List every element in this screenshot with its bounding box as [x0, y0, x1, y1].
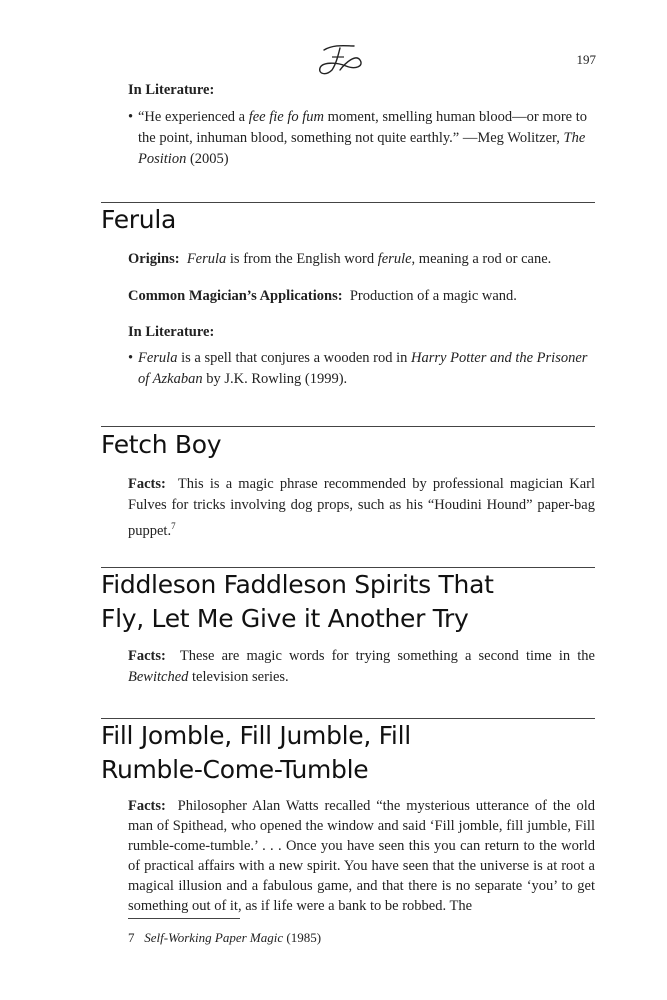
origins-paragraph: Origins: Ferula is from the English word ferule, meaning a rod or cane. [128, 251, 552, 267]
bullet-icon: • [128, 109, 134, 125]
list-item [128, 348, 595, 390]
facts-paragraph: Facts: This is a magic phrase recommended by professional magician Karl Fulves for tricks involving dog props, such as his “Houdini Hound” paper-bag puppet.$^7$ [128, 476, 595, 539]
entry-title-ferula: Ferula [101, 205, 176, 234]
section-heading-in-literature: In Literature: [128, 82, 215, 98]
entry-title-fetch-boy: Fetch Boy [101, 430, 222, 459]
section-heading-in-literature: In Literature: [128, 324, 215, 340]
entry-title-fiddleson: Fiddleson Faddleson Spirits That Fly, Let Me Give it Another Try [101, 570, 494, 633]
literature-text: Ferula is a spell that conjures a wooden rod in Harry Potter and the Prisoner of Azkaban by J.K. Rowling (1999). [138, 350, 588, 387]
bullet-icon: • [128, 350, 134, 366]
footnote-ref: 7 [171, 521, 176, 531]
entry-title-fill-jomble: Fill Jomble, Fill Jumble, Fill Rumble-Come-Tumble [101, 721, 411, 784]
quote-text: “He experienced a fee fie fo fum moment, smelling human blood—or more to the point, inhuman blood, something not quite earthly.” —Meg Wolitzer, The Position (2005) [138, 109, 587, 167]
applications-paragraph: Common Magician’s Applications: Production of a magic wand. [128, 288, 517, 304]
facts-paragraph: Facts: These are magic words for trying something a second time in the Bewitched television series. [128, 648, 595, 685]
list-item [128, 107, 595, 170]
footnote: 7 Self-Working Paper Magic (1985) [128, 930, 322, 945]
divider [101, 426, 595, 427]
page-number: 197 [576, 52, 596, 67]
facts-paragraph: Facts: Philosopher Alan Watts recalled “the mysterious utterance of the old man of Spithead, who opened the window and said ‘Fill jomble, fill jumble, Fill rumble-come-tumble.’ . . . Once you have seen this you can return to the world of practical affairs with a new spirit. You have seen that the universe is at root a magical illusion and a fabulous game, and that there is no separate ‘you’ to get something out of it, as if life were a bank to be robbed. The [128, 798, 595, 914]
letter-f-flourish-icon [310, 40, 370, 80]
footnote-divider [128, 918, 240, 919]
